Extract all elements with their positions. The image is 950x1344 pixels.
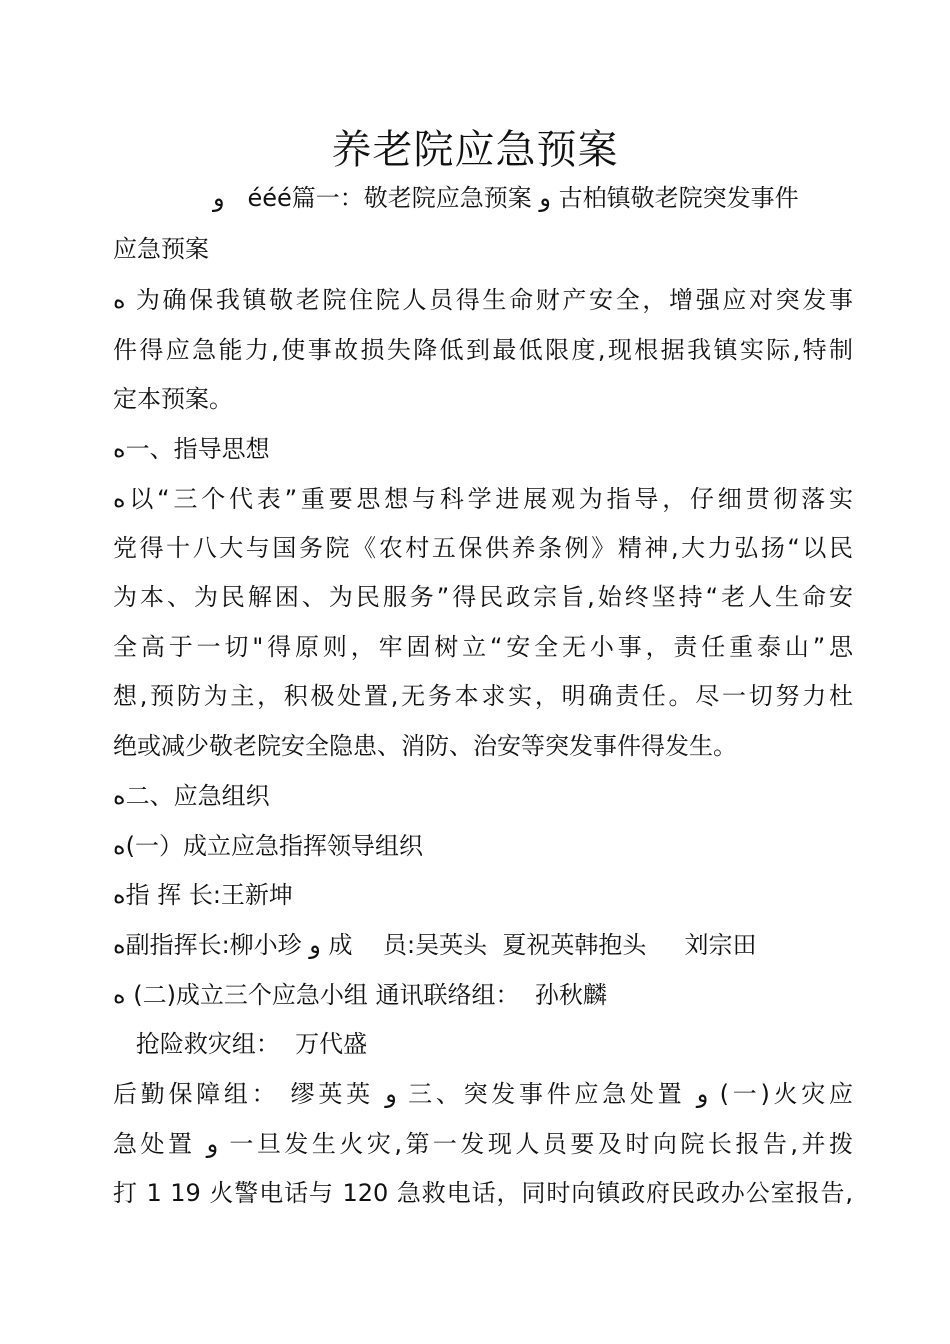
text-line: 绝或减少敬老院安全隐患、消防、治安等突发事件得发生。 [113,732,737,760]
document-title: 养老院应急预案 [331,127,619,173]
text-line: 想,预防为主，积极处置,无务本求实，明确责任。尽一切努力杜 [113,682,853,710]
text-line: ﻩ 为确保我镇敬老院住院人员得生命财产安全，增强应对突发事 [113,286,853,314]
text-line: 定本预案。 [113,385,233,413]
text-line: 全高于一切"得原则，牢固树立“安全无小事，责任重泰山”思 [113,633,853,661]
text-line: و ééé篇一：敬老院应急预案 ﻭ 古柏镇敬老院突发事件 [213,184,799,212]
text-line: 为本、为民解困、为民服务”得民政宗旨,始终坚持“老人生命安 [113,583,853,611]
text-line: 打 1 19 火警电话与 120 急救电话，同时向镇政府民政办公室报告, [113,1179,853,1207]
section-heading: ﻩ一、指导思想 [113,435,270,463]
section-heading: ﻩ二、应急组织 [113,782,270,810]
text-line: 抢险救灾组： 万代盛 [113,1030,368,1058]
text-line: 件得应急能力,使事故损失降低到最低限度,现根据我镇实际,特制 [113,336,853,364]
text-line: ﻩ指 挥 长:王新坤 [113,881,293,909]
text-line: ﻩ以“三个代表”重要思想与科学进展观为指导，仔细贯彻落实 [113,485,853,513]
text-line: 应急预案 [113,235,209,263]
text-line: 党得十八大与国务院《农村五保供养条例》精神,大力弘扬“以民 [113,534,853,562]
text-line: 急处置 ﻭ 一旦发生火灾,第一发现人员要及时向院长报告,并拨 [113,1130,853,1158]
text-line: ﻩ副指挥长:柳小珍 ﻭ 成 员:吴英头 夏祝英韩抱头 刘宗田 [113,931,757,959]
text-line: 后勤保障组： 缪英英 ﻭ 三、突发事件应急处置 ﻭ (一)火灾应 [113,1080,853,1108]
text-line: ﻩ (二)成立三个应急小组 通讯联络组： 孙秋麟 [113,981,607,1009]
text-line: ﻩ(一）成立应急指挥领导组织 [113,832,423,860]
